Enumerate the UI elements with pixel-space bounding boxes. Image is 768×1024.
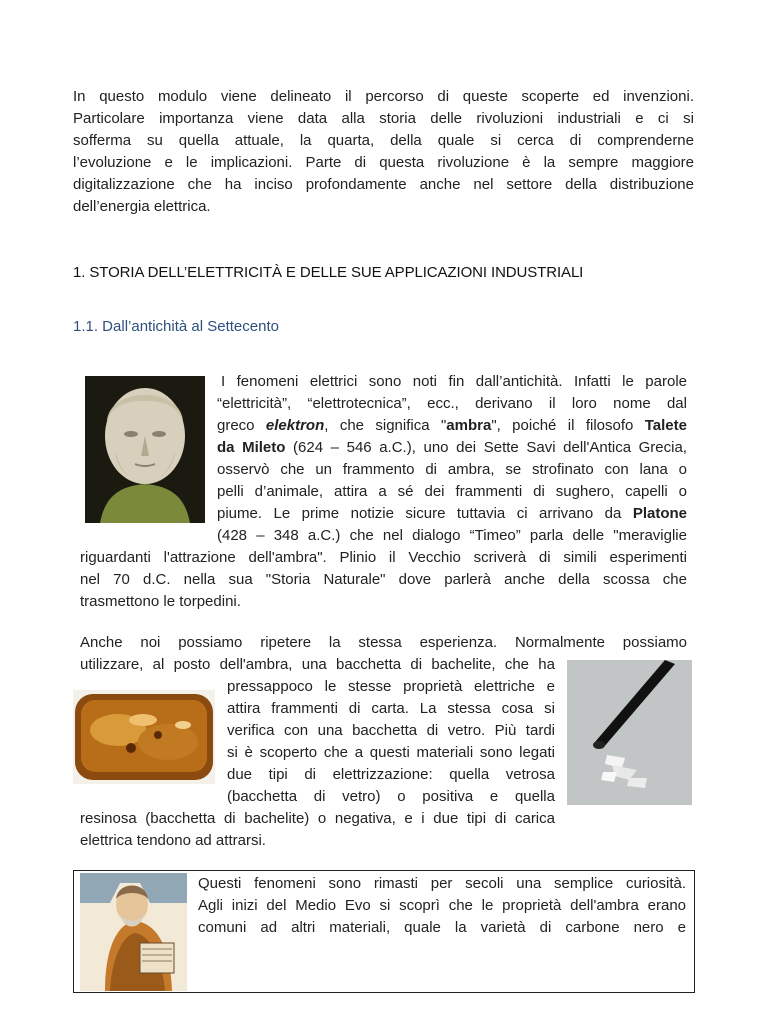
- boxed-text: [198, 873, 686, 939]
- paragraph-2-top: [80, 632, 687, 654]
- amber-image: [73, 690, 215, 784]
- intro-line: In questo modulo viene delineato il percorso di queste scoperte ed invenzioni.: [73, 88, 694, 105]
- paragraph-1-top: [217, 371, 687, 547]
- medieval-scholar-image: [80, 873, 187, 991]
- text-line: si è scoperto che a questi materiali sono legati: [227, 744, 555, 761]
- text-line: “elettricità”, “elettrotecnica”, ecc., derivano il loro nome dal: [217, 395, 687, 412]
- paragraph-1-bottom: [80, 547, 687, 613]
- text-line: Agli inizi del Medio Evo si scoprì che le proprietà dell'ambra erano: [198, 897, 686, 914]
- thales-bust-image: [85, 376, 205, 523]
- text-line: attira frammenti di carta. La stessa cosa si: [227, 700, 555, 717]
- text-line: greco elektron, che significa "ambra", poiché il filosofo Talete: [217, 417, 687, 434]
- text-line: nel 70 d.C. nella sua "Storia Naturale" dove parlerà anche della scossa che: [80, 571, 687, 588]
- text-line: elettrica tendono ad attrarsi.: [80, 832, 266, 849]
- text-line: riguardanti l'attrazione dell'ambra". Plinio il Vecchio scriverà di simili esperimenti: [80, 549, 687, 566]
- subsection-heading: 1.1. Dall’antichità al Settecento: [73, 318, 279, 335]
- text-line: piume. Le prime notizie sicure tuttavia ci arrivano da Platone: [217, 505, 687, 522]
- text-line: Anche noi possiamo ripetere la stessa esperienza. Normalmente possiamo: [80, 634, 687, 651]
- text-line: verifica con una bacchetta di vetro. Più tardi: [227, 722, 555, 739]
- intro-line: l’evoluzione e le implicazioni. Parte di questa rivoluzione è la sempre maggiore: [73, 154, 694, 171]
- text-line: utilizzare, al posto dell'ambra, una bacchetta di bachelite, che ha: [80, 656, 555, 673]
- intro-line: Particolare importanza viene data alla storia delle rivoluzioni industriali e ci si: [73, 110, 694, 127]
- text-line: due tipi di elettrizzazione: quella vetrosa: [227, 766, 555, 783]
- text-line: pressappoco le stesse proprietà elettriche e: [227, 678, 555, 695]
- text-line: resinosa (bacchetta di bachelite) o negativa, e i due tipi di carica: [80, 810, 555, 827]
- text-line: trasmettono le torpedini.: [80, 593, 241, 610]
- text-line: Questi fenomeni sono rimasti per secoli una semplice curiosità.: [198, 875, 686, 892]
- text-line: da Mileto (624 – 546 a.C.), uno dei Sette Savi dell'Antica Grecia,: [217, 439, 687, 456]
- text-line: (bacchetta di vetro) o positiva e quella: [227, 788, 555, 805]
- intro-line: dell’energia elettrica.: [73, 198, 211, 215]
- intro-line: digitalizzazione che ha inciso profondamente anche nel settore della distribuzione: [73, 176, 694, 193]
- section-heading: 1. STORIA DELL’ELETTRICITÀ E DELLE SUE APPLICAZIONI INDUSTRIALI: [73, 264, 584, 281]
- paragraph-2-middle: [227, 676, 555, 808]
- text-line: osservò che un frammento di ambra, se strofinato con lana o: [217, 461, 687, 478]
- text-line: comuni ad altri materiali, quale la varietà di carbone nero e: [198, 919, 686, 936]
- paragraph-2-line2: [80, 654, 555, 676]
- text-line: pelli d’animale, attira a sé dei frammenti di sughero, capelli o: [217, 483, 687, 500]
- intro-paragraph: [73, 86, 694, 218]
- text-line: I fenomeni elettrici sono noti fin dall’antichità. Infatti le parole: [221, 373, 687, 390]
- text-line: (428 – 348 a.C.) che nel dialogo “Timeo” parla delle "meraviglie: [217, 527, 687, 544]
- paragraph-2-bottom: [80, 808, 555, 852]
- intro-line: sofferma su quella attuale, la quarta, della quale si cerca di comprenderne: [73, 132, 694, 149]
- rod-paper-image: [567, 660, 692, 805]
